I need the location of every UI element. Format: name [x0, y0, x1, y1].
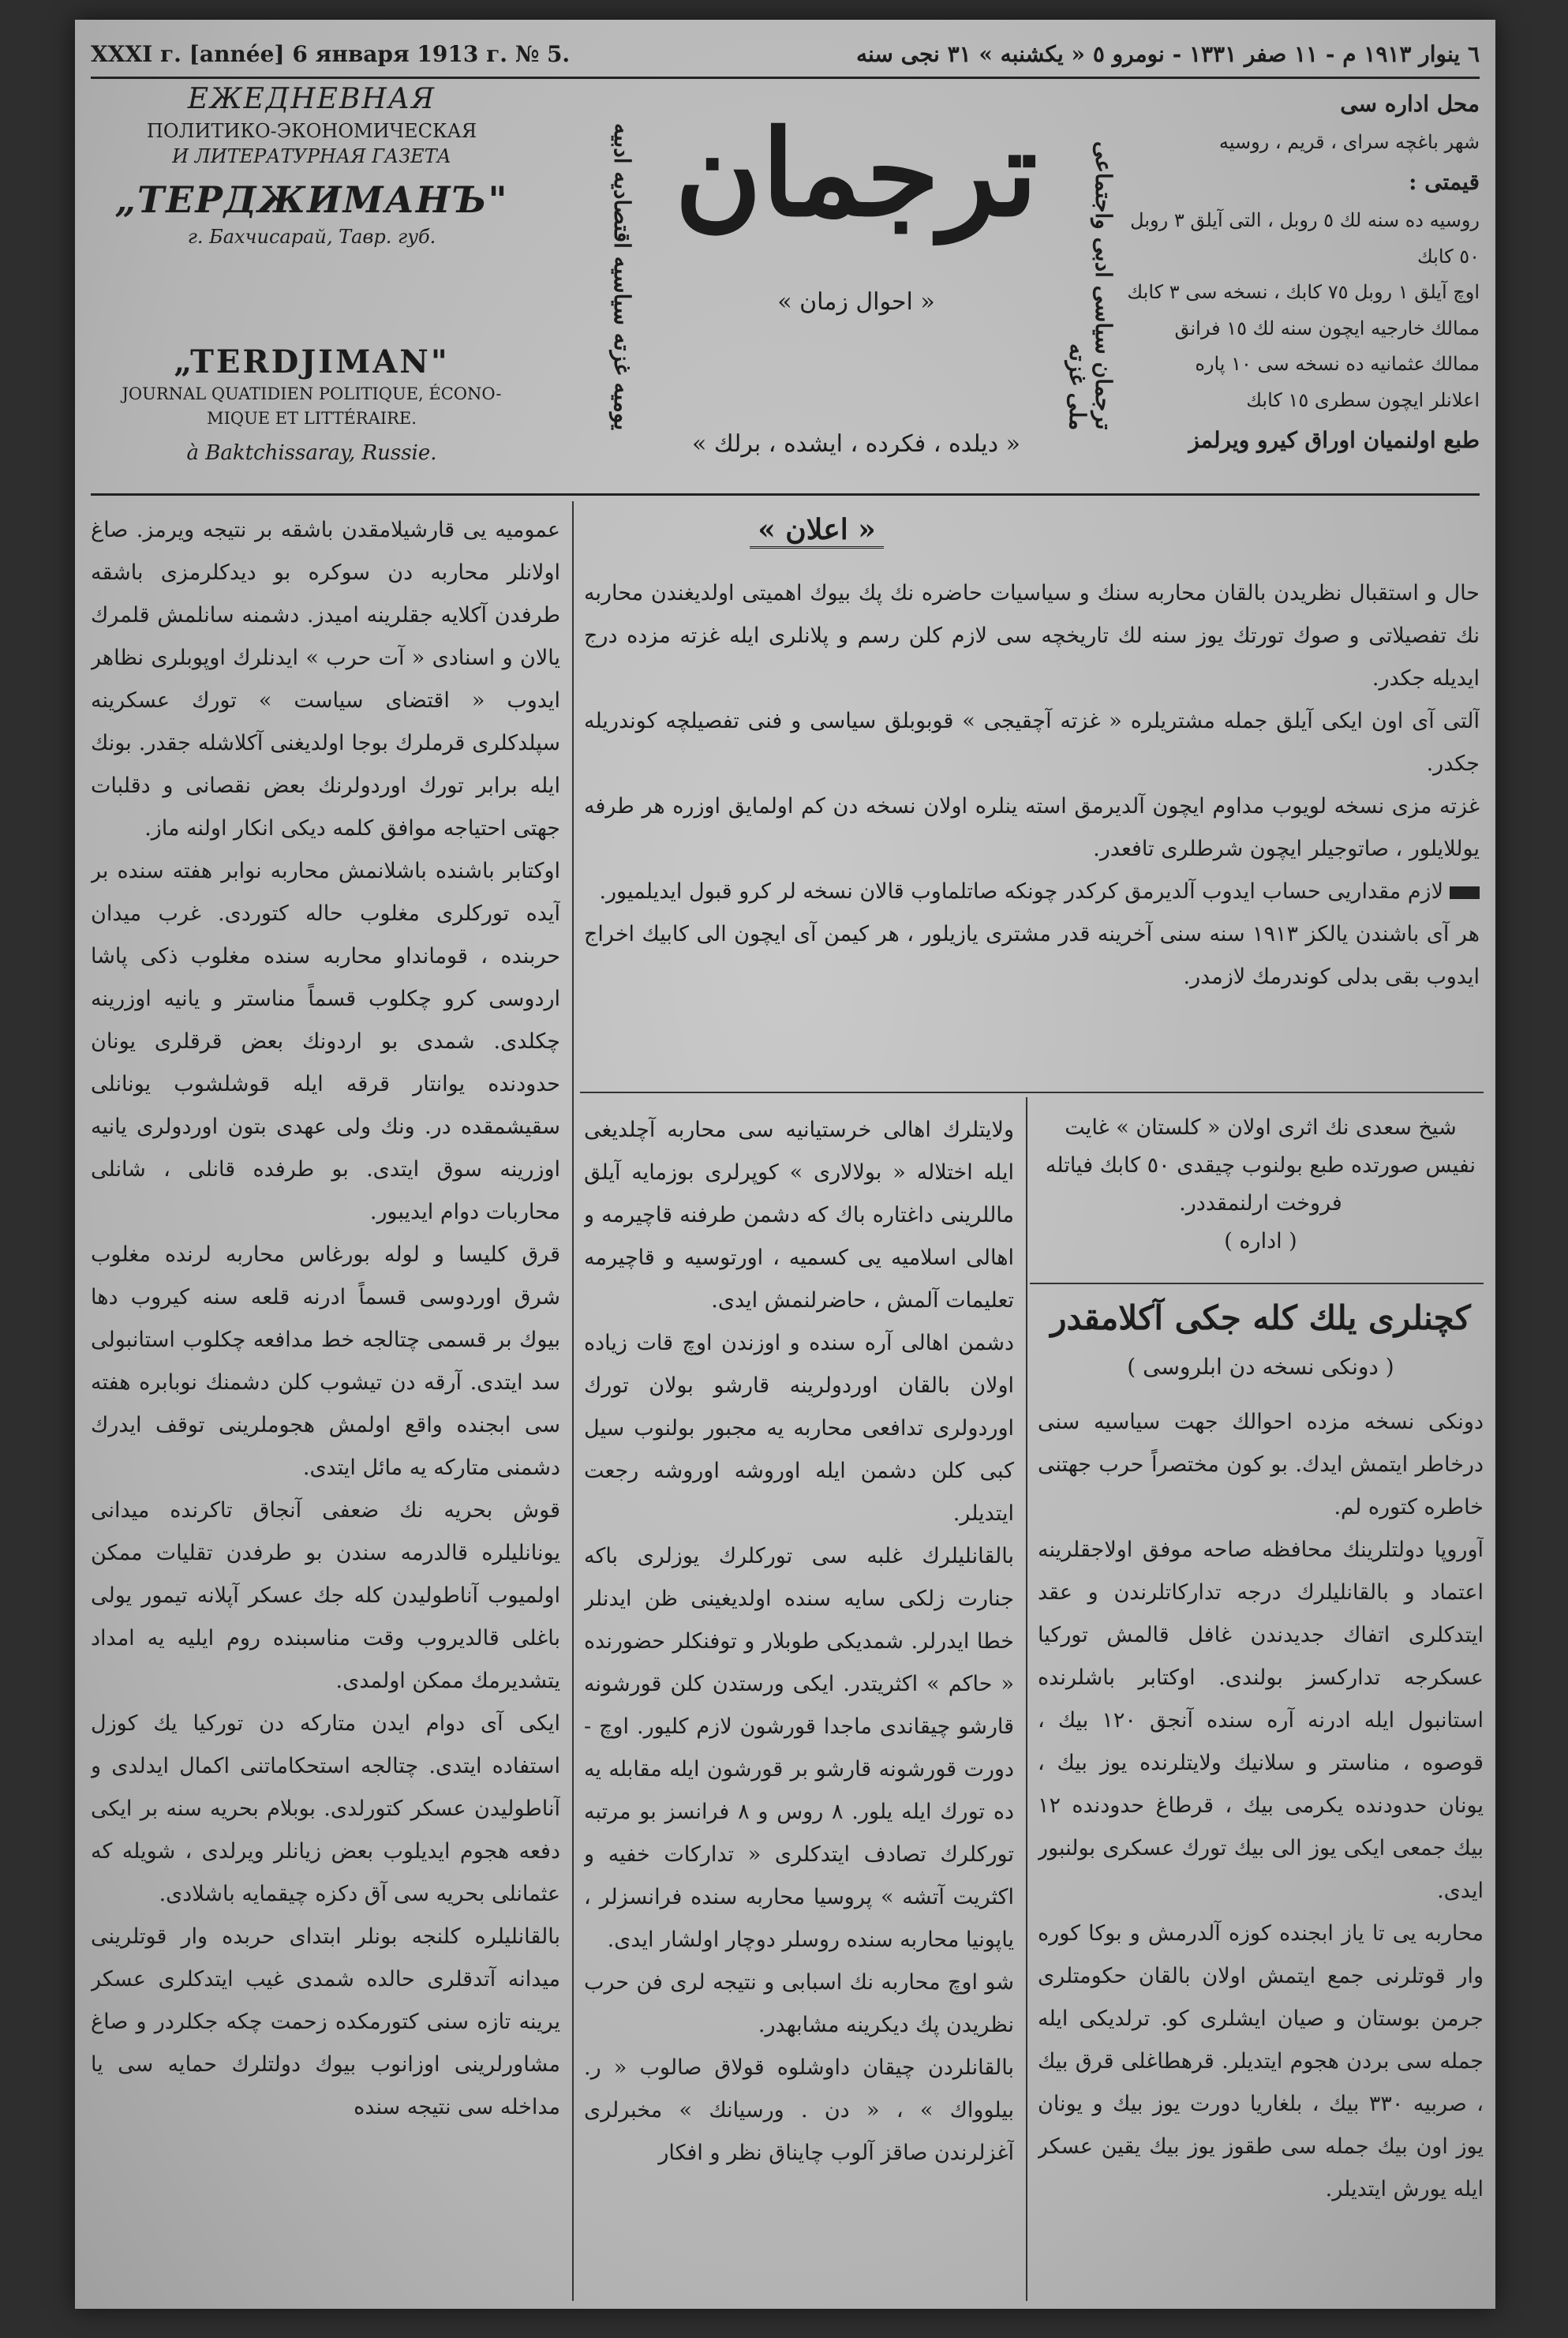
- notice-signature: ( اداره ): [1224, 1229, 1297, 1253]
- logo-title: ترجمان: [675, 104, 1038, 243]
- ru-daily: ЕЖЕДНЕВНАЯ: [187, 83, 436, 115]
- notice-text: شيخ سعدى نك اثرى اولان « كلستان » غايت نفيس صورتده طبع بولنوب چيقدى ٥٠ كابك فياتله فروخت ارلنمقددر.: [1045, 1115, 1476, 1216]
- info-line: طبع اولنميان اوراق كيرو ويرلمز: [1188, 426, 1480, 453]
- dateline-russian: XXXI г. [année] 6 января 1913 г. № 5.: [91, 40, 571, 67]
- russian-masthead: [91, 83, 533, 248]
- info-line: روسيه ده سنه لك ٥ روبل ، التى آيلق ٣ روبل ٥٠ كابك: [1130, 208, 1480, 268]
- article-body: [1038, 1401, 1484, 2301]
- info-line: اوچ آيلق ١ روبل ٧٥ كابك ، نسخه سى ٣ كابك: [1127, 281, 1480, 304]
- logo-subtitle: « احوال زمان »: [777, 288, 935, 316]
- masthead: [91, 83, 1480, 493]
- french-masthead: [91, 343, 533, 465]
- article-title: كچنلرى يلك كله جكى آكلامقدر: [1050, 1298, 1471, 1337]
- dateline-ottoman: ٦ ينوار ١٩١٣ م - ١١ صفر ١٣٣١ - نومرو ٥ « يكشنبه » ٣١ نجى سنه: [855, 40, 1480, 67]
- mid-paragraph: بالقانليلرك غلبه سى توركلرك يوزلرى باكه جنارت زلكى سايه سنده اولديغينى ظن ايدنلر خطا ايدرلر. شمديكى طوبلار و توفنكلر حضورنده « حاكم » اكثريتدر. ايكى ورستدن كلن قورشونه قارشو چيقاندى ماجدا قورشون لازم كليور. اوچ - دورت قورشونه قارشو بر قورشون ايله مقابله يه ده تورك ايله يلور. ٨ روس و ٨ فرانسز بو مرتبه توركلرك تصادف ايتدكلرى « تداركات خفيه و اكثريت آتشه » پروسيا محاربه سنده فرانسزلر ، ياپونيا محاربه سنده روسلر دوچار اولشار ايدى.: [584, 1544, 1014, 1952]
- ru-literary: И ЛИТЕРАТУРНАЯ ГАЗЕТА: [172, 145, 451, 167]
- logo-motto: « ديلده ، فكرده ، ايشده ، برلك »: [692, 430, 1020, 458]
- left-paragraph: اوكتابر باشنده باشلانمش محاربه نوابر هفته سنده بر آيده توركلرى مغلوب حاله كتوردى. غرب ميدان حربنده ، قومانداو محاربه سنده مغلوب ذكى پاشا اردوسى كرو چكلوب قسماً مناستر و يانيه اوزرينه چكلدى. شمدى بو اردونك بعض قرقلرى يونان حدودنده يوانتار قرقه ايله قوشلشوب يونانلى سقيشمقده در. ونك ولى عهدى بتون اوردولرى يانيه اوزرينه سوق ايتدى. بو طرفده قانلى ، شانلى محاربات دوام ايديبور.: [91, 859, 560, 1224]
- ad-paragraph: هر آى باشندن يالكز ١٩١٣ سنه سنى آخرينه قدر مشترى يازيلور ، هر كيمن آى ايچون الى كابيك اخراج ايدوب بقى بدلى كوندرمك لازمدر.: [584, 922, 1480, 989]
- advertisement-heading: « اعلان »: [572, 513, 1061, 549]
- masthead-rule: [91, 493, 1480, 496]
- notice-rule: [1030, 1283, 1484, 1284]
- mid-paragraph: ولايتلرك اهالى خرستيانيه سى محاربه آچلديغى ايله اختلاله « بولالارى » كوپرلرى بوزمايه آيلق ماللرينى داغتاره باك كه دشمن طرفنه قاچيرمه و اهالى اسلاميه يى كسميه ، اورتوسيه و قاچيرمه تعليمات آلمش ، حاضرلنمش ايدى.: [584, 1118, 1014, 1313]
- info-line: اعلانلر ايچون سطرى ١٥ كابك: [1246, 388, 1480, 411]
- article-paragraph: دونكى نسخه مزده احوالك جهت سياسيه سنى درخاطر ايتمش ايدك. بو كون مختصراً حرب جهتنى خاطره كتوره لم.: [1038, 1410, 1484, 1519]
- left-paragraph: عموميه يى قارشيلامقدن باشقه بر نتيجه ويرمز. صاغ اولانلر محاربه دن سوكره بو ديدكلرمزى باشقه طرفدن آكلايه جقلرينه اميدز. دشمنه سانلمش قلمرك يالان و اسنادى « آت حرب » ايدنلرك اوپوبلرى نظاهر ايدوب « اقتضاى سياست » تورك عسكرينه سپلدكلرى قرملرك بوجا اولديغنى آكلاشله جقدر. بونك ايله برابر تورك اوردولرنك بعض نقصانى و دقلبات جهتى احتياجه موافق كلمه ديكى انكار اولنه ماز.: [91, 518, 560, 841]
- info-line: ممالك عثمانيه ده نسخه سى ١٠ پاره: [1195, 353, 1480, 376]
- ru-newspaper-name: „ТЕРДЖИМАНЪ": [114, 178, 509, 221]
- advertisement-block: [584, 572, 1480, 1077]
- column-rule: [572, 501, 574, 2301]
- article-subtitle: ( دونكى نسخه دن ابلروسى ): [1127, 1354, 1394, 1380]
- logo-side-right: ترجمان سياسى ادبى واجتماعى ملى غزته: [1065, 141, 1117, 430]
- book-notice: [1038, 1109, 1484, 1261]
- middle-column: [584, 1109, 1014, 2301]
- fr-newspaper-name: „TERDJIMAN": [174, 343, 450, 380]
- column-rule: [1026, 1097, 1027, 2301]
- mid-paragraph: دشمن اهالى آره سنده و اوزندن اوچ قات زياده اولان بالقان اوردولرينه قارشو بولان تورك اوردولرى تدافعى محاربه يه مجبور بولنوب سيل كبى كلن دشمن ايله اوروشه اوروشه رجعت ايتديلر.: [584, 1331, 1014, 1526]
- logo-side-left: يوميه غزته سياسيه اقتصاديه ادبيه: [609, 122, 635, 430]
- fr-desc-1: JOURNAL QUATIDIEN POLITIQUE, ÉCONO-: [122, 384, 502, 403]
- fr-desc-2: MIQUE ET LITTÉRAIRE.: [207, 409, 417, 429]
- left-paragraph: قوش بحريه نك ضعفى آنجاق تاكرنده ميدانى يونانليلره قالدرمه سندن بو طرفدن تقليات ممكن اولميوب آناطوليدن كله جك عسكر آپلانه تيمور يولى باغلى قالديروب وقت مناسبنده روم ايليه يه امداد يتشديرمك ممكن اولمدى.: [91, 1498, 560, 1693]
- ad-paragraph: آلتى آى اون ايكى آيلق جمله مشتريلره « غزته آچقيجى » قوبوبلق سياسى و فنى تفصيلچه كوندريله جكدر.: [584, 709, 1480, 776]
- article-paragraph: آوروپا دولتلرينك محافظه صاحه موفق اولاجقلرينه اعتماد و بالقانليلرك درجه تداركاتلرندن و عقد ايتدكلرى اتفاك جديدندن غافل قالمش توركيا عسكرجه تداركسز بولندى. اوكتابر باشلرنده استانبول ايله ادرنه آره سنده آنجق ١٢٠ بيك ، قوصوه ، مناستر و سلانيك ولايتلرنده يوز بيك ، يونان حدودنده يكرمى بيك ، قرطاغ حدودنده ١٢ بيك جمعى ايكى يوز الى بيك تورك عسكرى بولنبور ايدى.: [1038, 1538, 1484, 1903]
- ru-place: г. Бахчисарай, Тавр. губ.: [187, 226, 436, 248]
- mid-paragraph: بالقانلردن چيقان داوشلوه قولاق صالوب « ر. بيلوواك » ، « دن . ورسيانك » مخبرلرى آغزلرندن صاقز آلوب چايناق نظر و افكار: [584, 2055, 1014, 2165]
- ad-paragraph: غزته مزى نسخه لويوب مداوم ايچون آلديرمق استه ينلره اولان نسخه دن كم اولمايق اوزره هر طرفه يوللايلور ، صاتوجيلر ايچون شرطلرى تافعدر.: [584, 794, 1480, 861]
- ad-paragraph: حال و استقبال نظريدن بالقان محاربه سنك و سياسيات حاضره نك پك بيوك اهميتى اولديغندن محاربه نك تفصيلاتى و صوك تورتك يوز سنه لك تاريخچه سى لازم كلن رسم و پلانلرى ايله غزته مزده درج ايديله جكدر.: [584, 581, 1480, 691]
- subscription-info: [1117, 83, 1480, 461]
- left-paragraph: ايكى آى دوام ايدن متاركه دن توركيا يك كوزل استفاده ايتدى. چتالجه استحكاماتنى اكمال ايدلدى و آناطوليدن عسكر كتورلدى. بوبلام بحريه سنه بر ايكى دفعه هجوم ايديلوب بعض زيانلر ويرلدى ، شويله كه عثمانلى بحريه سى آق دكزه چيقمايه باشلادى.: [91, 1711, 560, 1906]
- left-column: [91, 509, 560, 2301]
- left-paragraph: قرق كليسا و لوله بورغاس محاربه لرنده مغلوب شرق اوردوسى قسماً ادرنه قلعه سنه كيروب دها بيوك بر قسمى چتالجه خط مدافعه چكلوب استانبولى سد ايتدى. آرقه دن تيشوب كلن دشمنك نوبابره هفته سى ابجنده واقع اولمش هجوملرينى توقف ايدرك دشمنى متاركه يه مائل ايتدى.: [91, 1242, 560, 1480]
- info-line: شهر باغچه سراى ، قريم ، روسيه: [1218, 131, 1480, 154]
- pointing-hand-icon: [1450, 886, 1480, 899]
- advertisement-rule: [580, 1092, 1484, 1093]
- info-line: ممالك خارجيه ايچون سنه لك ١٥ فرانق: [1174, 317, 1480, 339]
- ad-paragraph: لازم مقداريى حساب ايدوب آلديرمق كركدر چونكه صاتلماوب قالان نسخه لر كرو قبول ايديلميور.: [584, 871, 1480, 913]
- left-paragraph: بالقانليلره كلنجه بونلر ابتداى حربده وار قوتلرينى ميدانه آتدقلرى حالده شمدى غيب ايتدكلرى عسكر يرينه تازه سنى كتورمكده زحمت چكه جكلردر و صاغ مشاورلرينى اوزانوب بيوك دولتلرك حمايه سى يا مداخله سى نتيجه سنده: [91, 1924, 560, 2119]
- ru-political: ПОЛИТИКО-ЭКОНОМИЧЕСКАЯ: [146, 120, 477, 142]
- info-line: محل اداره سى: [1340, 91, 1480, 117]
- mid-paragraph: شو اوچ محاربه نك اسبابى و نتيجه لرى فن حرب نظريدن پك ديكرينه مشابهدر.: [584, 1970, 1014, 2037]
- terdjiman-logo: [533, 83, 1148, 478]
- dateline: [91, 31, 1480, 79]
- newspaper-page: [75, 20, 1495, 2309]
- article-paragraph: محاربه يى تا ياز ابجنده كوزه آلدرمش و بوكا كوره وار قوتلرنى جمع ايتمش اولان بالقان حكومتلرى جرمن بوستان و صيان ايشلرى كو. ترلديكى ايله جمله سى بردن هجوم ايتديلر. قرهطاغلى قرق بيك ، صربيه ٣٣٠ بيك ، بلغاريا دورت يوز بيك و يونان يوز اون بيك جمله سى طقوز يوز بيك يقين عسكر ايله يورش ايتديلر.: [1038, 1921, 1484, 2201]
- info-line: قيمتى :: [1409, 168, 1480, 195]
- fr-place: à Baktchissaray, Russie.: [186, 440, 437, 465]
